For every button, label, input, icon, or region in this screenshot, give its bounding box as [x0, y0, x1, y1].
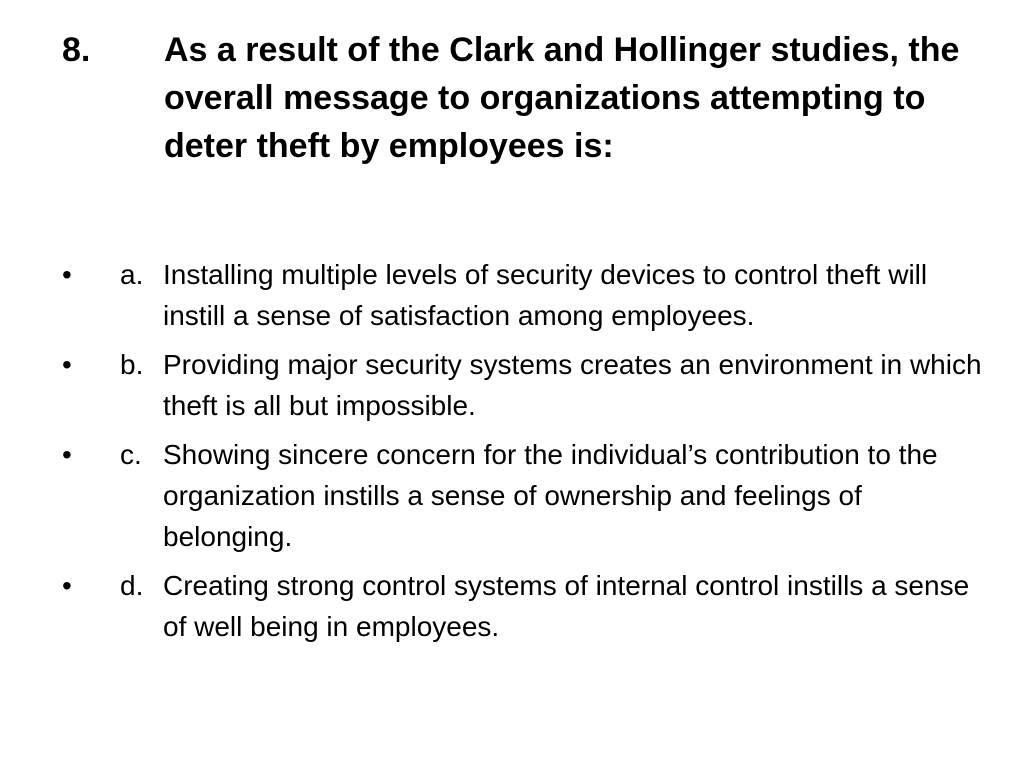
bullet-icon: •	[62, 439, 72, 470]
answer-option-d	[62, 565, 992, 647]
answer-option-b	[62, 344, 992, 426]
option-letter: c.	[120, 439, 142, 470]
bullet-icon: •	[62, 259, 72, 290]
option-text: Installing multiple levels of security devices to control theft will instill a sense of satisfaction among employees.	[163, 259, 928, 331]
option-letter: a.	[120, 259, 144, 290]
question-number: 8.	[62, 31, 91, 69]
option-letter: b.	[120, 349, 144, 380]
option-text: Providing major security systems creates an environment in which theft is all but impossible.	[163, 349, 982, 421]
option-text: Showing sincere concern for the individual’s contribution to the organization instills a sense of ownership and feelings of belonging.	[163, 439, 938, 552]
option-letter: d.	[120, 570, 144, 601]
bullet-icon: •	[62, 349, 72, 380]
question-heading	[62, 26, 982, 170]
option-body	[120, 565, 992, 647]
question-text: As a result of the Clark and Hollinger studies, the overall message to organizations attempting to deter theft by employees is:	[164, 31, 960, 165]
option-body	[120, 344, 992, 426]
option-body	[120, 434, 992, 557]
option-body	[120, 254, 992, 336]
answer-options-list	[62, 254, 992, 655]
answer-option-a	[62, 254, 992, 336]
bullet-icon: •	[62, 570, 72, 601]
answer-option-c	[62, 434, 992, 557]
option-text: Creating strong control systems of internal control instills a sense of well being in employees.	[163, 570, 970, 642]
